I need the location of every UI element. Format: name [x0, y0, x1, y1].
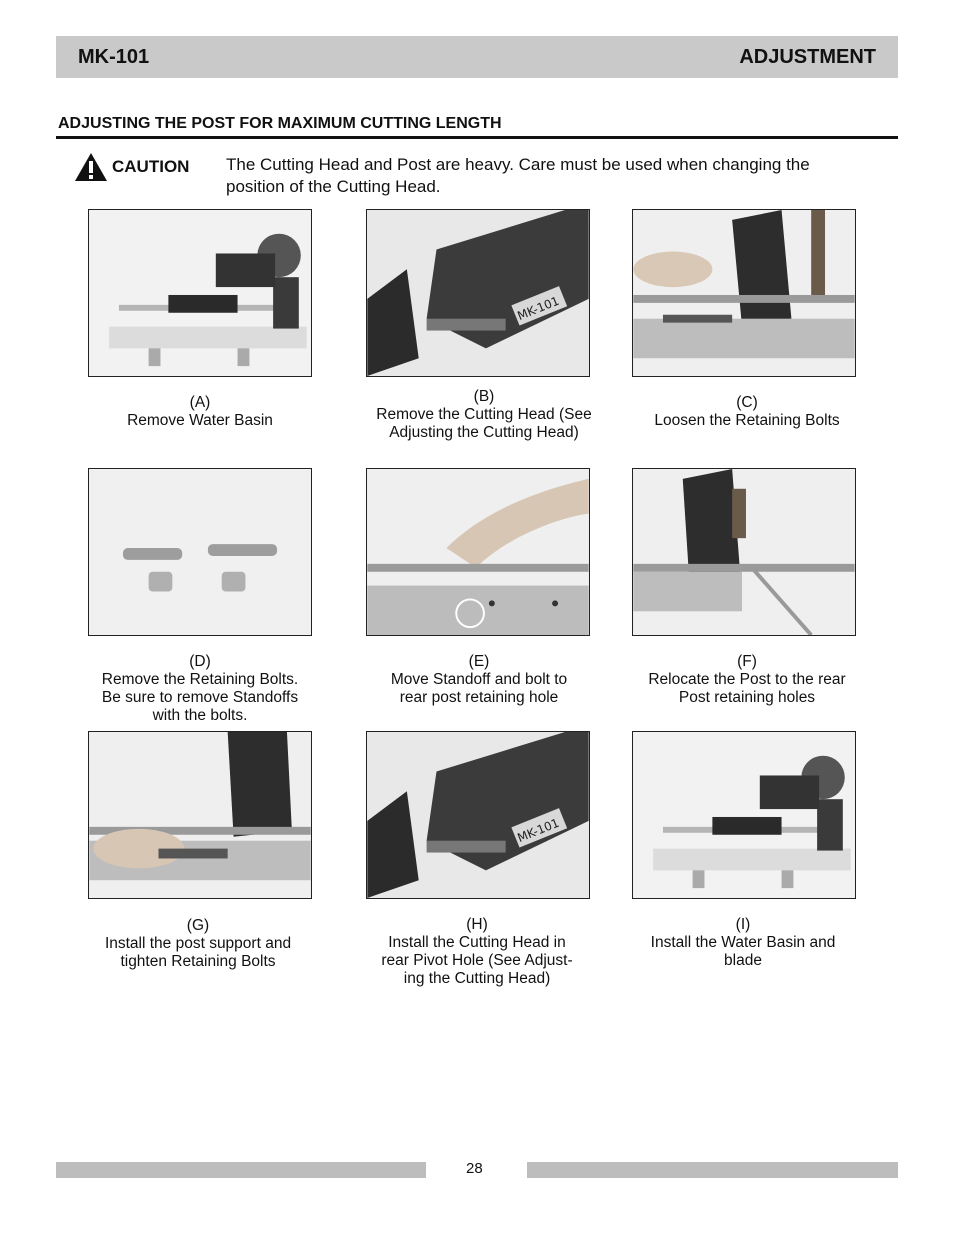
photo-install-cutting-head: [366, 731, 590, 899]
step-caption: [354, 388, 614, 442]
step-letter: (C): [736, 394, 758, 411]
footer-bar-right: [527, 1162, 898, 1178]
standoff-hole-photo: [367, 469, 589, 635]
step-text: Install the Cutting Head in: [388, 934, 566, 951]
tile-saw-photo: [89, 210, 311, 376]
step-letter: (H): [466, 916, 488, 933]
step-text: Move Standoff and bolt to: [390, 671, 568, 688]
step-caption: [617, 653, 877, 707]
step-text: Loosen the Retaining Bolts: [654, 412, 840, 429]
step-text: Install the Water Basin and: [650, 934, 836, 951]
step-text: rear post retaining hole: [399, 689, 559, 706]
bolts-standoffs-photo: [89, 469, 311, 635]
mk101-badge-label: MK-101: [515, 293, 562, 324]
caution-notice: [74, 152, 189, 182]
photo-relocate-post: [632, 468, 856, 636]
step-letter: (D): [189, 653, 211, 670]
mk101-badge-label: MK-101: [515, 815, 562, 846]
step-text: blade: [724, 952, 762, 969]
caution-label: CAUTION: [112, 157, 190, 176]
step-letter: (B): [473, 388, 495, 405]
step-letter: (E): [468, 653, 490, 670]
caution-text-line: The Cutting Head and Post are heavy. Care must be used when changing the: [226, 155, 810, 174]
step-letter: (G): [186, 917, 210, 934]
model-title: MK-101: [78, 45, 150, 68]
cutting-head-photo: [367, 210, 589, 376]
step-text: Remove the Retaining Bolts.: [101, 671, 299, 688]
step-text: with the bolts.: [152, 707, 248, 724]
warning-triangle-icon: [74, 152, 108, 182]
step-text: ing the Cutting Head): [403, 970, 551, 987]
tile-saw-assembled-photo: [633, 732, 855, 898]
photo-remove-cutting-head: [366, 209, 590, 377]
photo-removed-bolts: [88, 468, 312, 636]
step-text: tighten Retaining Bolts: [120, 953, 276, 970]
section-divider: [56, 136, 898, 139]
step-caption: [70, 653, 330, 725]
step-letter: (A): [189, 394, 211, 411]
caution-text: [226, 154, 886, 198]
photo-loosen-bolts: [632, 209, 856, 377]
step-caption: [349, 653, 609, 707]
step-text: Relocate the Post to the rear: [648, 671, 846, 688]
step-text: Install the post support and: [104, 935, 292, 952]
step-caption: [617, 394, 877, 430]
page-header: [56, 36, 898, 78]
post-relocate-photo: [633, 469, 855, 635]
section-title: ADJUSTING THE POST FOR MAXIMUM CUTTING LENGTH: [58, 115, 502, 132]
caution-text-line: position of the Cutting Head.: [226, 177, 441, 196]
page-number: 28: [466, 1160, 483, 1177]
step-caption: [347, 916, 607, 988]
post-bolts-photo: [633, 210, 855, 376]
step-text: Remove Water Basin: [127, 412, 273, 429]
cutting-head-install-photo: [367, 732, 589, 898]
photo-install-water-basin: [632, 731, 856, 899]
step-text: rear Pivot Hole (See Adjust-: [381, 952, 573, 969]
step-text: Post retaining holes: [678, 689, 816, 706]
footer-bar-left: [56, 1162, 426, 1178]
step-caption: [613, 916, 873, 970]
step-caption: [68, 917, 328, 971]
step-letter: (F): [737, 653, 757, 670]
step-text: Be sure to remove Standoffs: [101, 689, 299, 706]
step-text: Remove the Cutting Head (See: [376, 406, 592, 423]
photo-remove-water-basin: [88, 209, 312, 377]
step-caption: [70, 394, 330, 430]
photo-move-standoff: [366, 468, 590, 636]
step-text: Adjusting the Cutting Head): [389, 424, 579, 441]
section-heading: ADJUSTMENT: [739, 45, 876, 68]
step-letter: (I): [735, 916, 751, 933]
photo-install-post-support: [88, 731, 312, 899]
post-support-photo: [89, 732, 311, 898]
